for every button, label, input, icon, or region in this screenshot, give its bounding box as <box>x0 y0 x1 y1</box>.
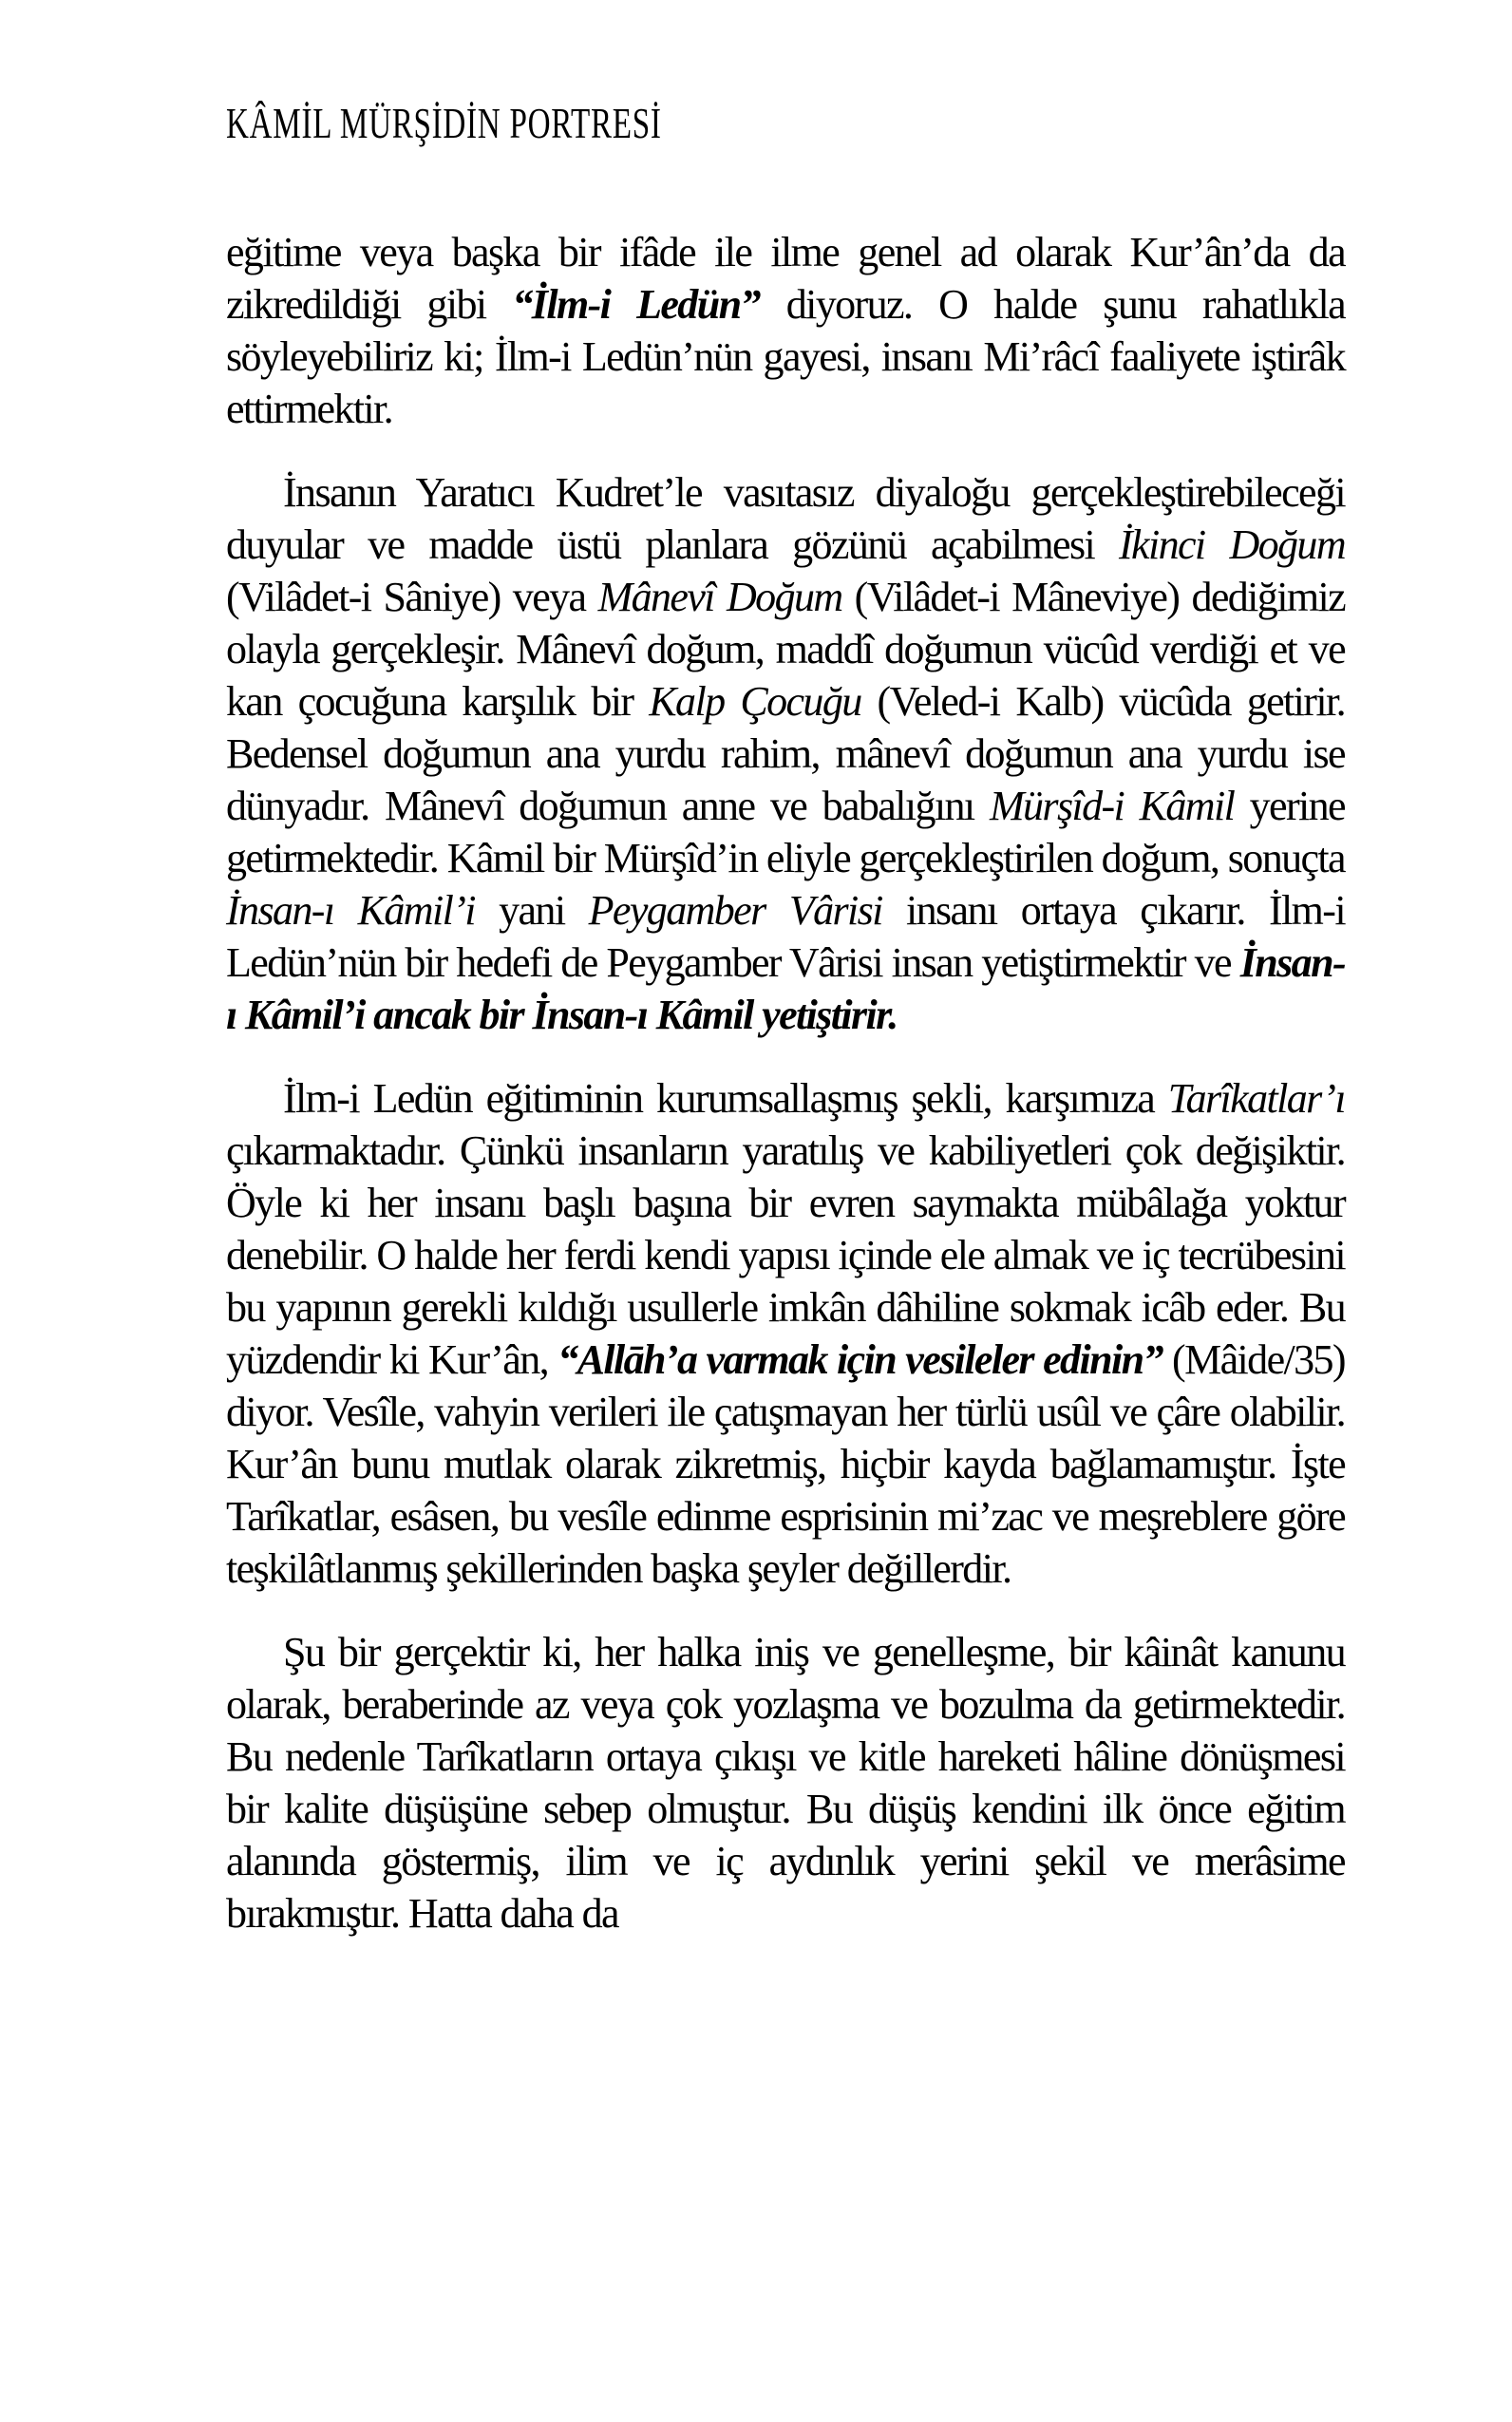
text-run-emphasis: İnsan-ı Kâmil’i ancak bir İnsan-ı Kâmil yetiştirir. <box>226 939 1345 1038</box>
text-run-italic: İkinci Doğum <box>1118 521 1345 568</box>
paragraph-1 <box>226 226 1345 435</box>
text-run: yerine getirmektedir. Kâmil bir Mürşîd’in eliyle gerçekleştirilen doğum, sonuçta <box>226 783 1345 881</box>
text-run-italic: İnsan-ı Kâmil’i <box>226 887 475 934</box>
text-run: insanı ortaya çıkarır. İlm-i Ledün’nün bir hedefi de Peygamber Vârisi insan yetiştirmektir ve <box>226 887 1345 986</box>
text-run-italic: Kalp Çocuğu <box>649 678 861 725</box>
text-run: (Mâide/35) diyor. Vesîle, vahyin verileri ile çatışmayan her türlü usûl ve çâre olabilir. Kur’ân bunu mutlak olarak zikretmiş, hiçbir kayda bağlamamıştır. İşte Tarîkatlar, esâsen, bu vesîle edinme esprisinin mi’zac ve meşreblere göre teşkilâtlanmış şekillerinden başka şeyler değillerdir. <box>226 1336 1345 1592</box>
text-run-emphasis: “Allāh’a varmak için vesileler edinin” <box>558 1336 1162 1383</box>
text-run-emphasis: “İlm-i Ledün” <box>512 281 760 328</box>
text-run: İnsanın Yaratıcı Kudret’le vasıtasız diyaloğu gerçekleştirebileceği duyular ve madde üstü planlara gözünü açabilmesi <box>226 469 1345 568</box>
paragraph-3 <box>226 1072 1345 1595</box>
text-run: eğitime veya başka bir ifâde ile ilme genel ad olarak Kur’ân’da da zikredildiği gibi <box>226 229 1345 328</box>
text-run: (Veled-i Kalb) vücûda getirir. Bedensel doğumun ana yurdu rahim, mânevî doğumun ana yurdu ise dünyadır. Mânevî doğumun anne ve babalığını <box>226 678 1345 829</box>
text-run: (Vilâdet-i Mâneviye) dediğimiz olayla gerçekleşir. Mânevî doğum, maddî doğumun vücûd verdiği et ve kan çocuğuna karşılık bir <box>226 574 1345 725</box>
text-run: Şu bir gerçektir ki, her halka iniş ve genelleşme, bir kâinât kanunu olarak, beraberinde az veya çok yozlaşma ve bozulma da getirmektedir. Bu nedenle Tarîkatların ortaya çıkışı ve kitle hareketi hâline dönüşmesi bir kalite düşüşüne sebep olmuştur. Bu düşüş kendini ilk önce eğitim alanında göstermiş, ilim ve iç aydınlık yerini şekil ve merâsime bırakmıştır. Hatta daha da <box>226 1629 1345 1937</box>
text-run-italic: Mânevî Doğum <box>597 574 842 620</box>
body-text <box>226 226 1345 1939</box>
text-run: yani <box>474 887 589 934</box>
running-header: KÂMİL MÜRŞİDİN PORTRESİ <box>226 99 662 147</box>
text-run: diyoruz. O halde şunu rahatlıkla söyleyebiliriz ki; İlm-i Ledün’nün gayesi, insanı Mi’râcî faaliyete iştirâk ettirmektir. <box>226 281 1346 432</box>
text-run: (Vilâdet-i Sâniye) veya <box>226 574 598 620</box>
paragraph-2 <box>226 466 1345 1041</box>
text-run-italic: Mürşîd-i Kâmil <box>989 783 1235 829</box>
paragraph-4 <box>226 1626 1345 1939</box>
text-run-italic: Peygamber Vârisi <box>588 887 882 934</box>
text-run: çıkarmaktadır. Çünkü insanların yaratılış ve kabiliyetleri çok değişiktir. Öyle ki her insanı başlı başına bir evren saymakta mübâlağa yoktur denebilir. O halde her ferdi kendi yapısı içinde ele almak ve iç tecrübesini bu yapının gerekli kıldığı usullerle imkân dâhiline sokmak icâb eder. Bu yüzdendir ki Kur’ân, <box>226 1127 1345 1383</box>
text-run: İlm-i Ledün eğitiminin kurumsallaşmış şekli, karşımıza <box>283 1075 1168 1122</box>
text-run-italic: Tarîkatlar’ı <box>1167 1075 1345 1122</box>
